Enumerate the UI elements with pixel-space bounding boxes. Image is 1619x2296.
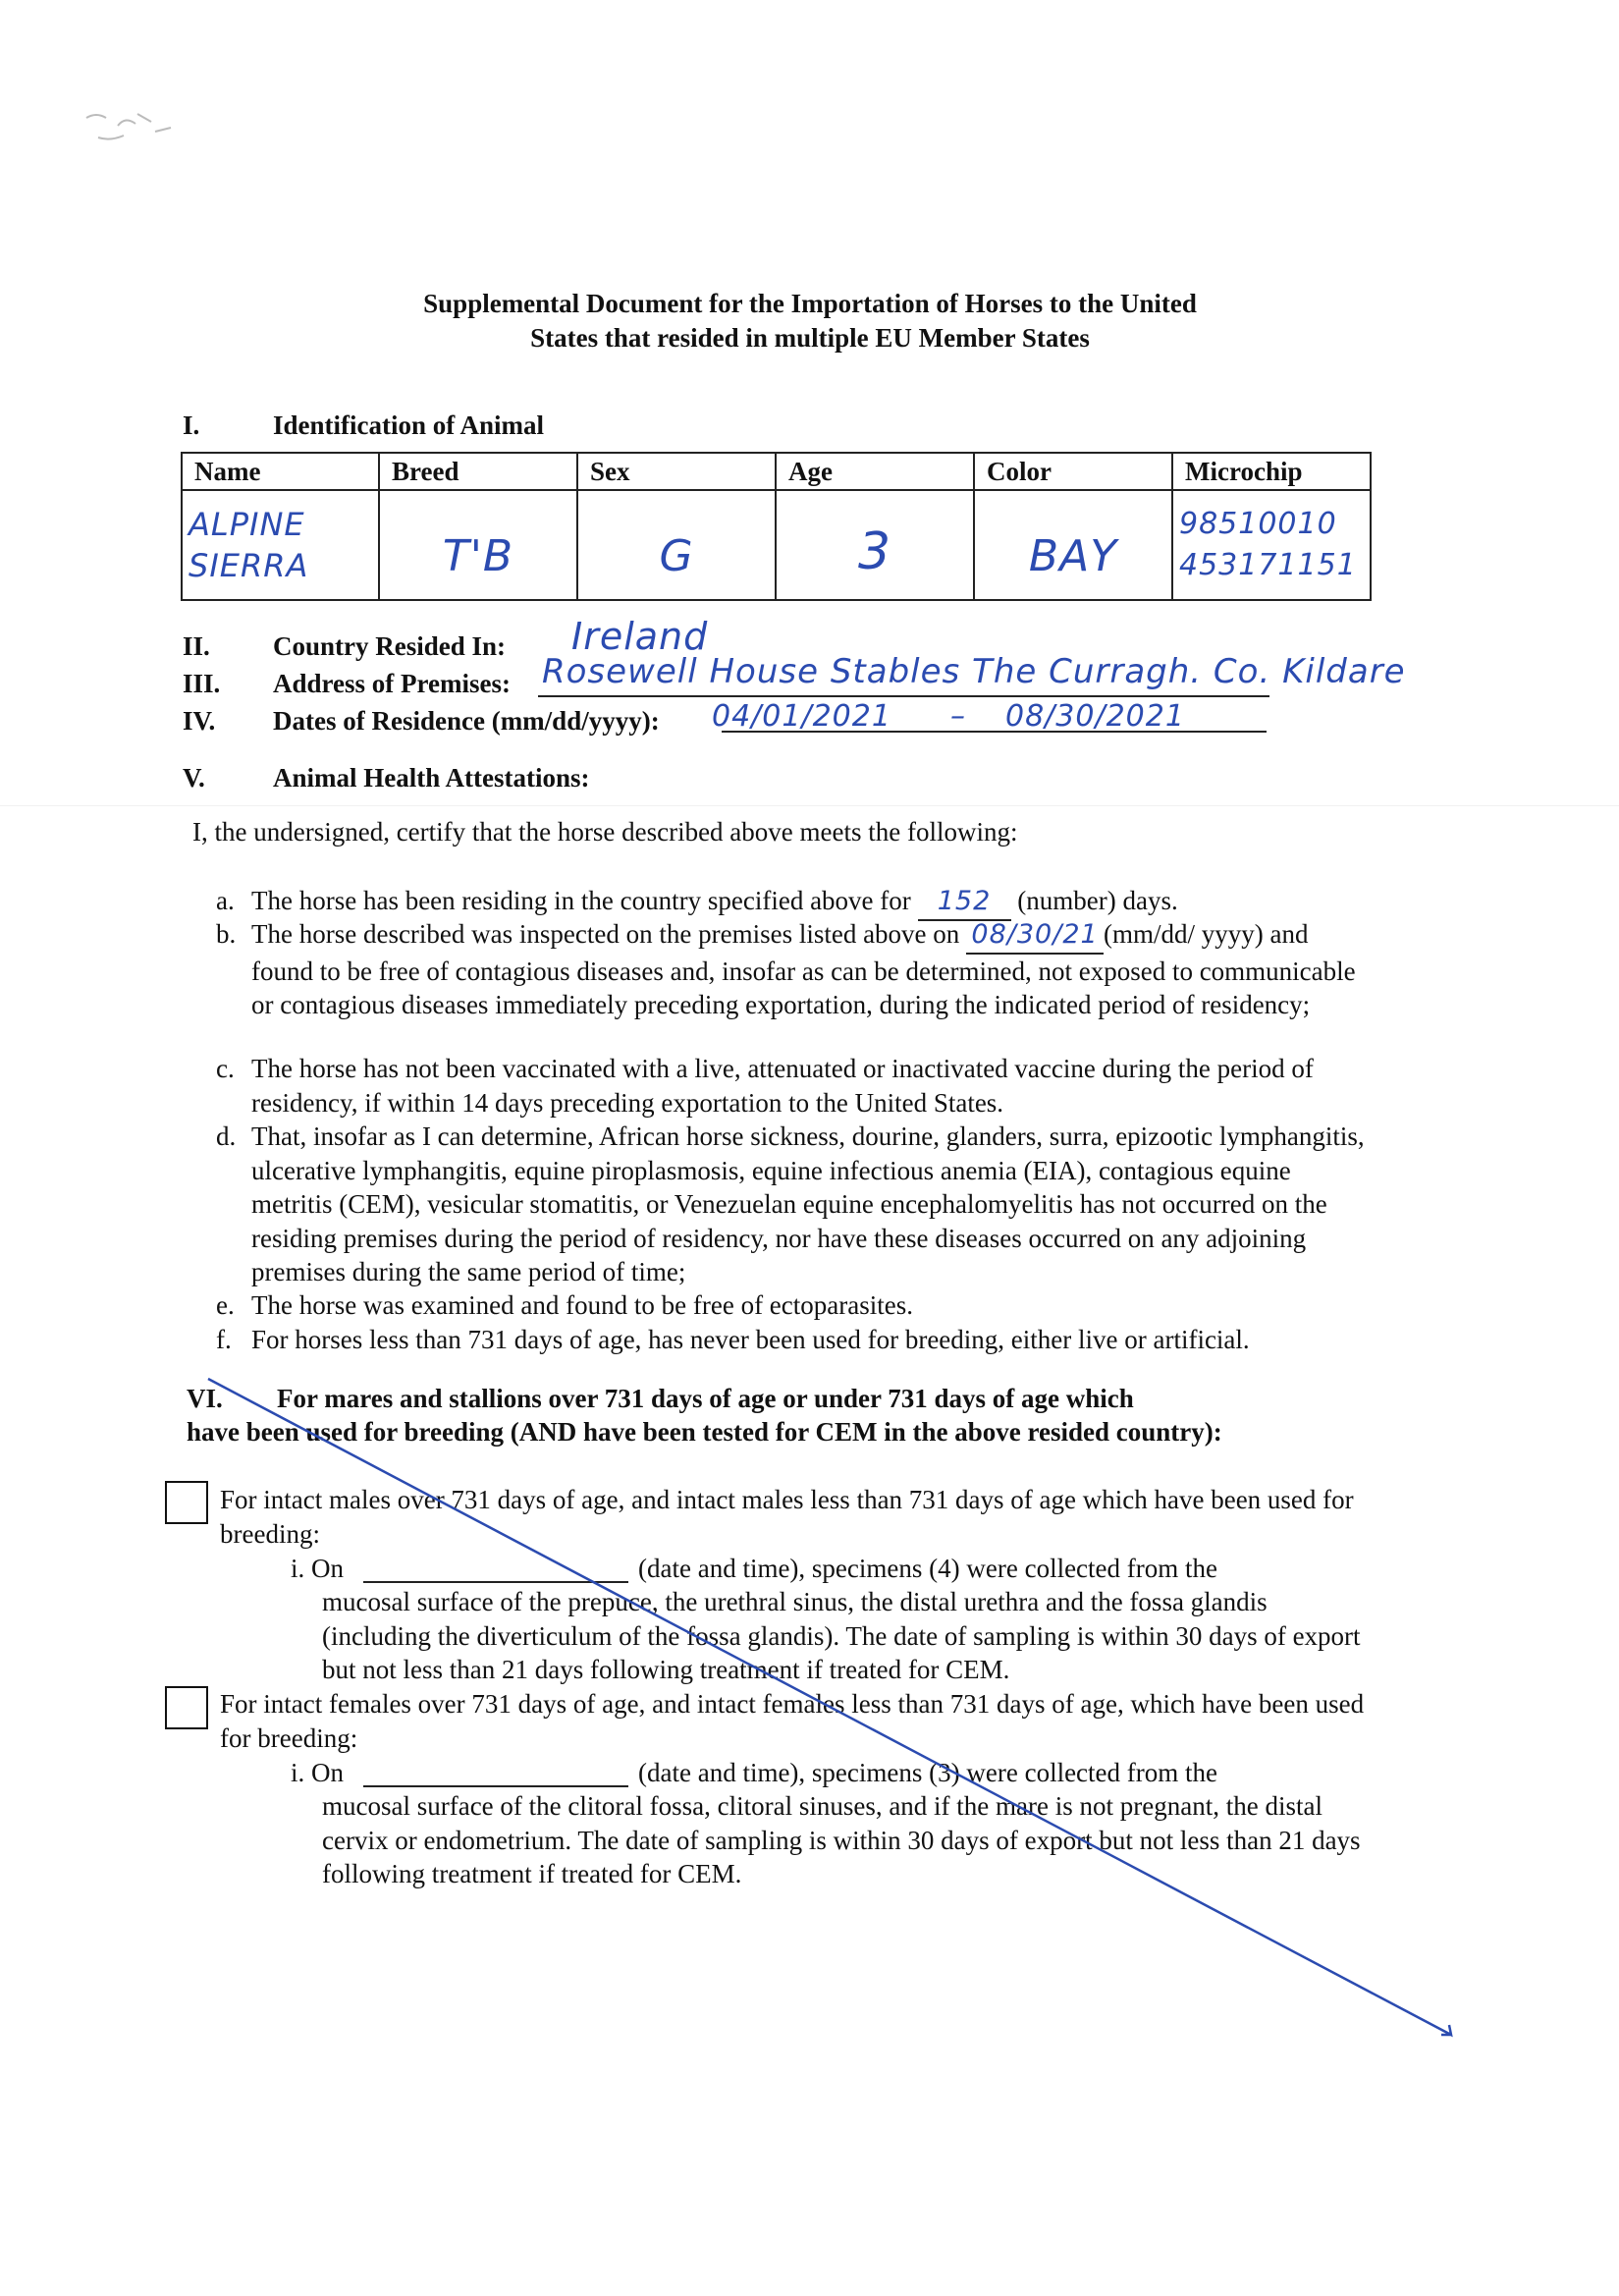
- attestation-d: [216, 1120, 1375, 1289]
- header-color: Color: [974, 453, 1172, 490]
- attestation-a: [216, 884, 1375, 921]
- residence-start-date[interactable]: 04/01/2021: [712, 699, 891, 734]
- section-5-number: V.: [183, 763, 205, 793]
- residence-end-date[interactable]: 08/30/2021: [1005, 699, 1185, 734]
- a-post: (number) days.: [1017, 886, 1178, 915]
- title-line-2: States that resided in multiple EU Member States: [530, 323, 1090, 353]
- cell-name[interactable]: [182, 490, 379, 600]
- cell-age[interactable]: 3: [776, 490, 974, 600]
- section-1-number: I.: [183, 410, 200, 440]
- males-i-text-1: (date and time), specimens (4) were collected from the: [638, 1554, 1217, 1583]
- females-i-label: i. On: [291, 1758, 344, 1787]
- label-f: f.: [216, 1325, 232, 1354]
- a-pre: The horse has been residing in the country specified above for: [251, 886, 911, 915]
- cell-color[interactable]: BAY: [974, 490, 1172, 600]
- country-resided-value[interactable]: Ireland: [571, 615, 709, 658]
- header-age: Age: [776, 453, 974, 490]
- section-6-heading-line-2: have been used for breeding (AND have been tested for CEM in the above resided country):: [187, 1417, 1222, 1447]
- name-line-2: SIERRA: [189, 547, 309, 584]
- males-text: For intact males over 731 days of age, and intact males less than 731 days of age which have been used for breeding:: [220, 1485, 1354, 1549]
- identification-table: [181, 452, 1372, 601]
- b-post: (mm/dd/: [1104, 919, 1196, 949]
- males-i-text-2: mucosal surface of the prepuce, the urethral sinus, the distal urethra and the fossa glandis (including the diverticulum of the fossa glandis). The date of sampling is within 30 days of export but not less than 21 days following treatment if treated for CEM.: [322, 1587, 1361, 1684]
- scan-mark: [79, 98, 196, 177]
- section-4-number: IV.: [183, 706, 216, 736]
- address-underline: [538, 695, 1269, 697]
- d-text: That, insofar as I can determine, African horse sickness, dourine, glanders, surra, epizootic lymphangitis, ulcerative lymphangitis, equine piroplasmosis, equine infectious anemia (EIA), contagious equine metritis (CEM), vesicular stomatitis, or Venezuelan equine encephalomyelitis has not occurred on the residing premises during the period of residency, nor have these diseases occurred on any adjoining premises during the same period of time;: [251, 1121, 1365, 1286]
- label-e: e.: [216, 1290, 235, 1320]
- residence-date-dash: –: [950, 699, 966, 734]
- females-i-text-1: (date and time), specimens (3) were collected from the: [638, 1758, 1217, 1787]
- attestation-b: [216, 917, 1375, 1022]
- inspection-date-value[interactable]: 08/30/21: [966, 918, 1104, 955]
- header-sex: Sex: [577, 453, 776, 490]
- b-pre: The horse described was inspected on the premises listed above on: [251, 919, 960, 949]
- header-name: Name: [182, 453, 379, 490]
- name-line-1: ALPINE: [189, 506, 305, 543]
- section-3-number: III.: [183, 669, 221, 698]
- scan-artifact: [0, 805, 1619, 806]
- section-1-label: Identification of Animal: [273, 410, 545, 440]
- section-6-number: VI.: [187, 1384, 223, 1413]
- header-microchip: Microchip: [1172, 453, 1371, 490]
- section-5-label: Animal Health Attestations:: [273, 763, 590, 793]
- males-date-field[interactable]: [363, 1559, 628, 1583]
- attestation-c: [216, 1052, 1375, 1120]
- address-value[interactable]: Rosewell House Stables The Curragh. Co. Kildare: [542, 652, 1406, 691]
- cell-sex[interactable]: G: [577, 490, 776, 600]
- document-title: [295, 287, 1325, 355]
- females-text: For intact females over 731 days of age, and intact females less than 731 days of age, which have been used for breeding:: [220, 1689, 1365, 1753]
- section-3-label: Address of Premises:: [273, 669, 511, 698]
- c-text: The horse has not been vaccinated with a live, attenuated or inactivated vaccine during the period of residency, if within 14 days preceding exportation to the United States.: [251, 1054, 1314, 1118]
- days-resided-value[interactable]: 152: [918, 885, 1011, 921]
- header-breed: Breed: [379, 453, 577, 490]
- attestation-e: [216, 1288, 1375, 1323]
- males-i-label: i. On: [291, 1554, 344, 1583]
- attestation-f: [216, 1323, 1433, 1357]
- label-b: b.: [216, 919, 237, 949]
- label-c: c.: [216, 1054, 235, 1083]
- cell-breed[interactable]: T'B: [379, 490, 577, 600]
- b-rest: yyyy) and found to be free of contagious diseases and, insofar as can be determined, not exposed to communicable or contagious diseases immediately preceding exportation, during the indicated period of residency;: [251, 919, 1356, 1019]
- females-i-text-2: mucosal surface of the clitoral fossa, clitoral sinuses, and if the mare is not pregnant, the distal cervix or endometrium. The date of sampling is within 30 days of export but not less than 21 days following treatment if treated for CEM.: [322, 1791, 1361, 1888]
- f-text: For horses less than 731 days of age, has never been used for breeding, either live or artificial.: [251, 1325, 1250, 1354]
- females-date-field[interactable]: [363, 1764, 628, 1787]
- section-2-number: II.: [183, 631, 210, 661]
- label-d: d.: [216, 1121, 237, 1151]
- males-checkbox[interactable]: [165, 1481, 208, 1524]
- section-4-label: Dates of Residence (mm/dd/yyyy):: [273, 706, 660, 736]
- e-text: The horse was examined and found to be free of ectoparasites.: [251, 1290, 913, 1320]
- cell-microchip[interactable]: [1172, 490, 1371, 600]
- title-line-1: Supplemental Document for the Importation of Horses to the United: [423, 289, 1197, 318]
- section-2-label: Country Resided In:: [273, 631, 507, 661]
- attestation-intro: I, the undersigned, certify that the horse described above meets the following:: [192, 817, 1018, 847]
- microchip-line-2: 453171151: [1179, 548, 1357, 582]
- label-a: a.: [216, 886, 235, 915]
- section-6-heading-line-1: For mares and stallions over 731 days of age or under 731 days of age which: [277, 1384, 1134, 1413]
- females-checkbox[interactable]: [165, 1686, 208, 1729]
- microchip-line-1: 98510010: [1179, 507, 1337, 541]
